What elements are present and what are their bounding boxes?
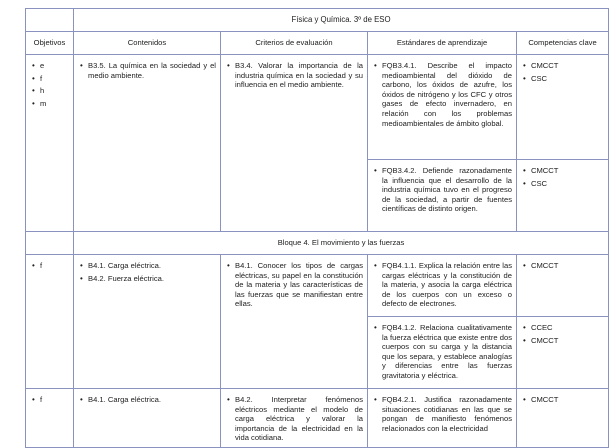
- s2-objetivos-cell: [26, 255, 74, 389]
- empty-block-cell: [26, 232, 74, 255]
- competencia-item: • CSC: [523, 74, 604, 84]
- objetivo-item: • f: [32, 74, 69, 84]
- estandar-item: • FQB4.1.2. Relaciona cualitativamente la fuerza eléctrica que existe entre dos cuerpos con su carga y la distancia que los separa, y establece analogías y diferencias entre las fuerzas gravitatoria y eléctrica.: [374, 323, 512, 381]
- s1-criterios-cell: [221, 55, 368, 232]
- criterio-item: • B4.1. Conocer los tipos de cargas eléctricas, su papel en la constitución de la materia y las características de las fuerzas que se manifiestan entre ellas.: [227, 261, 363, 309]
- s2-estandar-cell: [368, 255, 517, 317]
- competencia-item: • CSC: [523, 179, 604, 189]
- empty-corner-cell: [26, 9, 74, 32]
- table-title: Física y Química. 3º de ESO: [74, 9, 609, 32]
- estandar-item: • FQB3.4.1. Describe el impacto medioambiental del dióxido de carbono, los óxidos de azufre, los óxidos de nitrógeno y los CFC y otros gases de efecto invernadero, en relación con los problemas medioambientales de ámbito global.: [374, 61, 512, 128]
- competencia-item: • CMCCT: [523, 261, 604, 271]
- header-competencias: Competencias clave: [517, 32, 609, 55]
- block-title: Bloque 4. El movimiento y las fuerzas: [74, 232, 609, 255]
- contenido-item: • B4.2. Fuerza eléctrica.: [80, 274, 216, 284]
- header-contenidos: Contenidos: [74, 32, 221, 55]
- s2-competencias-cell: [517, 255, 609, 317]
- competencia-item: • CMCCT: [523, 166, 604, 176]
- header-estandares: Estándares de aprendizaje: [368, 32, 517, 55]
- objetivo-item: • f: [32, 395, 69, 405]
- curriculum-table: [25, 8, 609, 448]
- contenido-item: • B4.1. Carga eléctrica.: [80, 395, 216, 405]
- estandar-item: • FQB4.1.1. Explica la relación entre las cargas eléctricas y la constitución de la materia, y asocia la carga eléctrica de los cuerpos con un exceso o defecto de electrones.: [374, 261, 512, 309]
- s2-contenidos-cell: [74, 255, 221, 389]
- s1-contenidos-cell: [74, 55, 221, 232]
- objetivo-item: • f: [32, 261, 69, 271]
- criterio-item: • B3.4. Valorar la importancia de la industria química en la sociedad y su influencia en el medio ambiente.: [227, 61, 363, 90]
- objetivo-item: • h: [32, 86, 69, 96]
- contenido-item: • B3.5. La química en la sociedad y el medio ambiente.: [80, 61, 216, 80]
- competencia-item: • CMCCT: [523, 61, 604, 71]
- estandar-item: • FQB4.2.1. Justifica razonadamente situaciones cotidianas en las que se pongan de manifiesto fenómenos relacionados con la electricidad: [374, 395, 512, 433]
- criterio-item: • B4.2. Interpretar fenómenos eléctricos mediante el modelo de carga eléctrica y valorar la importancia de la electricidad en la vida cotidiana.: [227, 395, 363, 443]
- contenido-item: • B4.1. Carga eléctrica.: [80, 261, 216, 271]
- competencia-item: • CMCCT: [523, 336, 604, 346]
- competencia-item: • CMCCT: [523, 395, 604, 405]
- header-objetivos: Objetivos: [26, 32, 74, 55]
- header-criterios: Criterios de evaluación: [221, 32, 368, 55]
- s1-objetivos-cell: [26, 55, 74, 232]
- competencia-item: • CCEC: [523, 323, 604, 333]
- s2-competencias-cell: [517, 317, 609, 389]
- s1-competencias-cell: [517, 55, 609, 160]
- s1-competencias-cell: [517, 160, 609, 232]
- objetivo-item: • e: [32, 61, 69, 71]
- s1-estandar-cell: [368, 55, 517, 160]
- s2-criterios-cell: [221, 255, 368, 389]
- estandar-item: • FQB3.4.2. Defiende razonadamente la influencia que el desarrollo de la industria química tuvo en el progreso de la sociedad, a partir de fuentes científicas de distinto origen.: [374, 166, 512, 214]
- objetivo-item: • m: [32, 99, 69, 109]
- s2-estandar-cell: [368, 317, 517, 389]
- s1-estandar-cell: [368, 160, 517, 232]
